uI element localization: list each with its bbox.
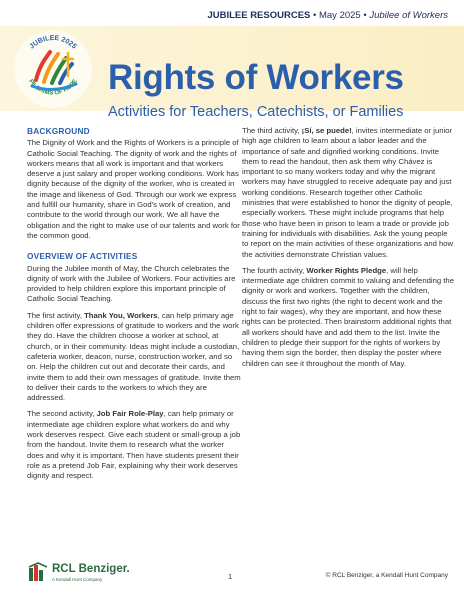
- activity-2-paragraph: [27, 409, 241, 481]
- activity-1-lead: The first activity,: [27, 310, 85, 320]
- jubilee-logo-icon: [12, 28, 94, 110]
- series-name: JUBILEE RESOURCES: [207, 10, 311, 21]
- activity-2-text: , can help primary or intermediate age children explore what workers do and why work deserves respect. Give each student or small-group a job from the handout. Invite them to research what the worker does and why it is important. Then have students present their role as a pretend Job Fair, explaining why their work deserves dignity and respect.: [27, 409, 241, 481]
- issue-date: May 2025: [318, 10, 361, 21]
- activity-4-lead: The fourth activity,: [242, 265, 307, 275]
- activity-4-text: , will help intermediate age children commit to valuing and defending the dignity or work and workers. Together with the children, discuss the first two rights (the right to decent work and the right to fair wages), why they are important, and how these rights can be protected. Then brainstorm additional rights that all workers should have and add them to the list. Invite the children to pledge their support for the rights of workers by having them sign the border, then display the poster where children can see it throughout the month of May.: [242, 265, 454, 368]
- logo-bottom-text: PILGRIMS OF HOPE: [27, 78, 79, 97]
- rcl-logo-icon: [28, 562, 48, 582]
- section-heading-overview: OVERVIEW OF ACTIVITIES: [27, 251, 138, 262]
- activity-1-name: Thank You, Workers: [84, 310, 158, 320]
- activity-3-lead: The third activity,: [242, 126, 302, 135]
- overview-intro-paragraph: During the Jubilee month of May, the Church celebrates the dignity of work with the Jubilee of Workers. Four activities are provided to help children explore this important principle of Catholic Social Teaching.: [27, 263, 236, 304]
- activity-2-lead: The second activity,: [27, 409, 97, 419]
- separator-dot: •: [363, 10, 367, 21]
- series-subtitle: Jubilee of Workers: [369, 10, 448, 21]
- page-footer: [0, 560, 464, 590]
- activity-1-text: , can help primary age children offer expressions of gratitude to workers and the work they do. Have the children choose a worker at school, at church, or in their community. Ideas might include a custodian, cafeteria worker, deacon, nurse, construction worker, and so on. Help the children cut out and decorate their cards, and invite them to add their own messages of gratitude. Invite them to deliver their cards to the workers to which they are addressed.: [27, 310, 241, 403]
- title-banner: [0, 26, 464, 120]
- activity-2-name: Job Fair Role-Play: [96, 409, 164, 419]
- publisher-name: RCL Benziger.: [52, 563, 130, 575]
- activity-4-name: Worker Rights Pledge: [306, 265, 387, 275]
- page-subtitle: Activities for Teachers, Catechists, or Families: [108, 104, 404, 120]
- page-number: 1: [228, 572, 233, 581]
- background-paragraph: The Dignity of Work and the Rights of Workers is a principle of Catholic Social Teaching. The dignity of work and the rights of workers means that all work is important and that workers deserve a just salary and proper working conditions. Work has dignity because of the dignity of the worker, who is created in the image and likeness of God. Through our work we express and fulfill our humanity, share in God's work of creation, and contribute to the world through our work. We all have the obligation and the right to make use of our talents and work for the common good.: [27, 138, 240, 240]
- activity-3-paragraph: [242, 126, 456, 260]
- publisher-tagline: A Kendall Hunt Company: [52, 577, 103, 582]
- logo-top-text: JUBILEE 2025: [28, 34, 78, 51]
- activity-3-text: , invites intermediate or junior high age children to learn about a labor leader and the importance of safe and dignified working conditions. Invite them to read the handout, then ask them why Chávez is important to so many workers today and why the migrant workers may have struggled to receive adequate pay and just working conditions. Research together other Catholic ministries that were established to honor the dignity of people, especially workers. These might include programs that help those who have been in prison to learn a trade or provide job training for individuals with disabilities. Ask the young people to report on the main activities of these organizations and how the activities demonstrate Christian values.: [242, 126, 454, 259]
- copyright-notice: © RCL Benziger, a Kendall Hunt Company: [325, 572, 448, 579]
- right-column: [242, 126, 456, 375]
- activity-1-paragraph: [27, 311, 241, 404]
- left-column: [27, 126, 241, 488]
- section-heading-background: BACKGROUND: [27, 126, 90, 136]
- header-tagline: [207, 10, 448, 21]
- activity-3-name: ¡Sí, se puede!: [301, 126, 352, 135]
- separator-dot: •: [313, 10, 317, 21]
- activity-4-paragraph: [242, 266, 456, 369]
- page-title: Rights of Workers: [108, 58, 404, 97]
